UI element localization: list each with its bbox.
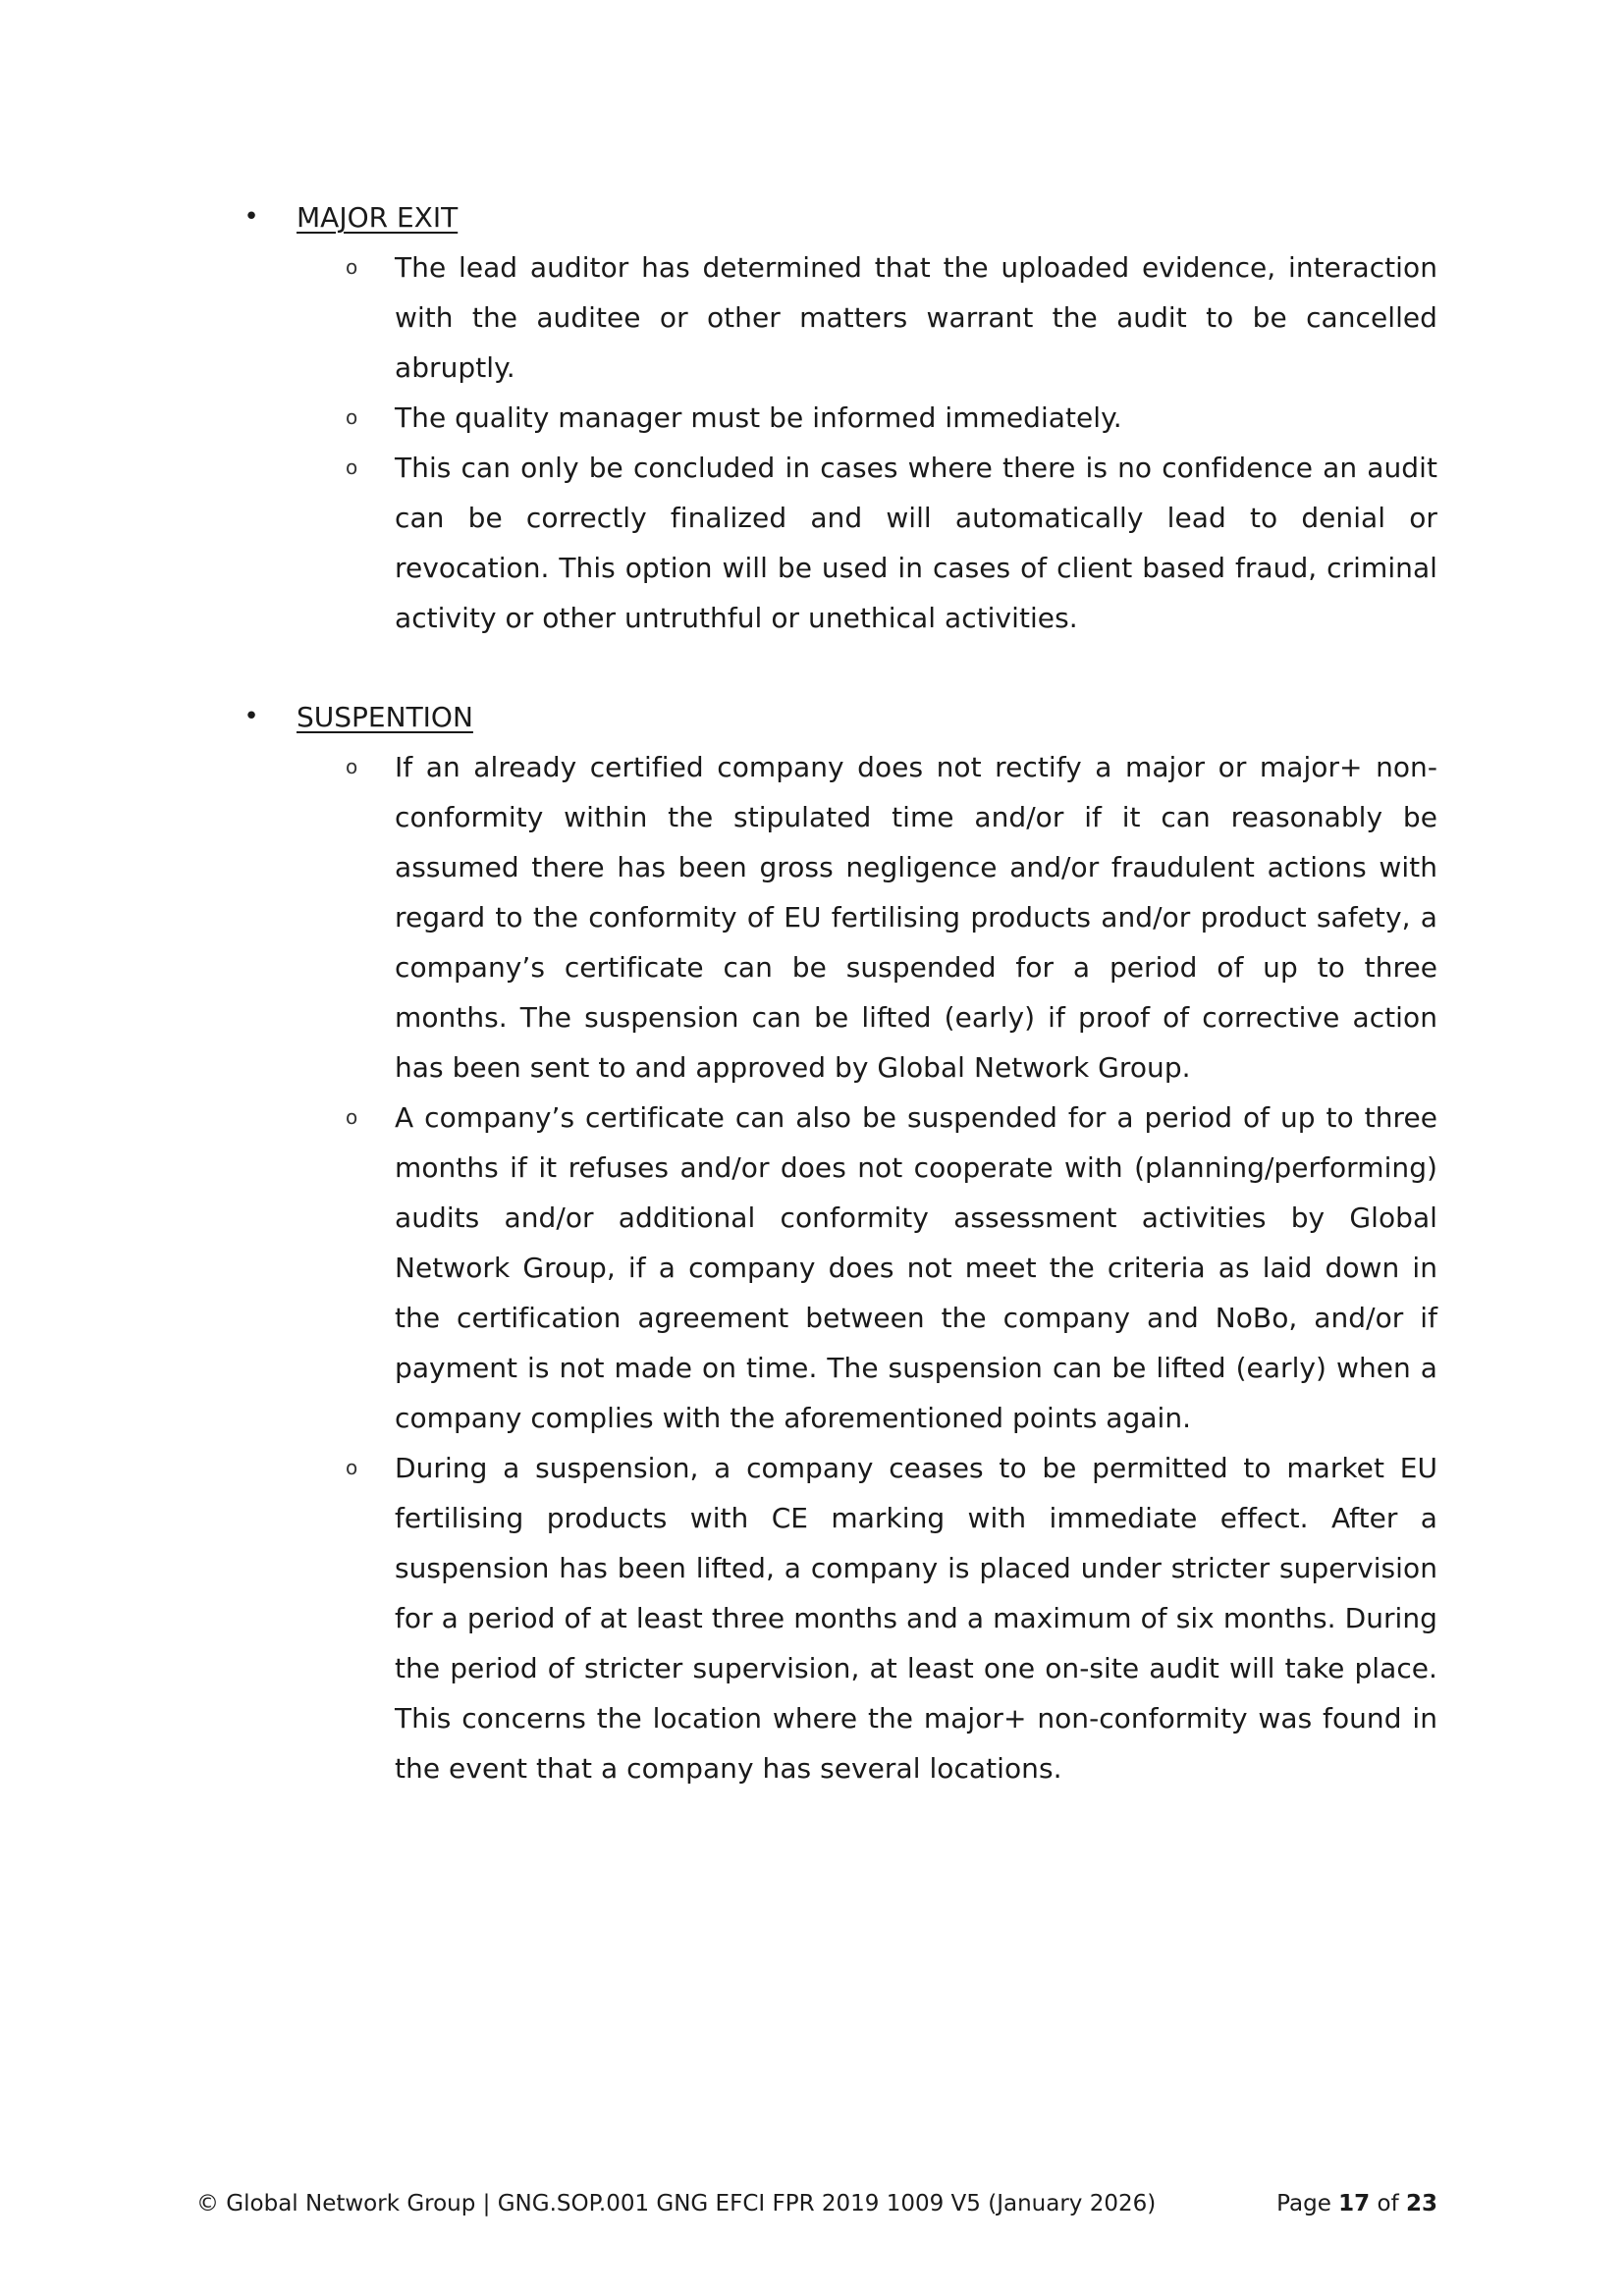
footer-copyright: © Global Network Group | GNG.SOP.001 GNG EFCI FPR 2019 1009 V5 (January 2026) [196, 2191, 1157, 2216]
list-item-text: The lead auditor has determined that the uploaded evidence, interaction with the auditee or other matters warrant the audit to be cancelled abruptly. [395, 251, 1437, 384]
list-item [0, 393, 1624, 443]
circle-bullet-icon: o [346, 255, 358, 279]
circle-bullet-icon: o [346, 1105, 358, 1129]
bullet-icon: • [244, 702, 259, 731]
section-heading: MAJOR EXIT [297, 201, 459, 234]
circle-bullet-icon: o [346, 755, 358, 778]
circle-bullet-icon: o [346, 455, 358, 479]
list-item-text: During a suspension, a company ceases to be permitted to market EU fertilising products with CE marking with immediate effect. After a suspension has been lifted, a company is placed under stricter supervision for a period of at least three months and a maximum of six months. During the period of stricter supervision, at least one on-site audit will take place. This concerns the location where the major+ non-conformity was found in the event that a company has several locations. [395, 1452, 1437, 1785]
page-footer [196, 2184, 1437, 2223]
list-item [0, 1443, 1624, 1793]
circle-bullet-icon: o [346, 405, 358, 429]
sub-list [0, 742, 1624, 1793]
total-pages: 23 [1405, 2191, 1437, 2216]
list-item-text: A company’s certificate can also be suspended for a period of up to three months if it refuses and/or does not cooperate with (planning/performing) audits and/or additional conformity assessment activities by Global Network Group, if a company does not meet the criteria as laid down in the certification agreement between the company and NoBo, and/or if payment is not made on time. The suspension can be lifted (early) when a company complies with the aforementioned points again. [395, 1101, 1437, 1434]
current-page: 17 [1338, 2191, 1371, 2216]
list-item [0, 1093, 1624, 1443]
bullet-icon: • [244, 202, 259, 232]
list-item [0, 443, 1624, 643]
circle-bullet-icon: o [346, 1456, 358, 1479]
page-label: Page [1276, 2191, 1331, 2216]
list-item [0, 742, 1624, 1093]
list-item-text: This can only be concluded in cases where there is no confidence an audit can be correctly finalized and will automatically lead to denial or revocation. This option will be used in cases of client based fraud, criminal activity or other untruthful or unethical activities. [395, 452, 1437, 634]
page-number [1276, 2184, 1437, 2223]
list-item-text: If an already certified company does not rectify a major or major+ non-conformity within the stipulated time and/or if it can reasonably be assumed there has been gross negligence and/or fraudulent actions with regard to the conformity of EU fertilising products and/or product safety, a company’s certificate can be suspended for a period of up to three months. The suspension can be lifted (early) if proof of corrective action has been sent to and approved by Global Network Group. [395, 751, 1437, 1084]
of-label: of [1377, 2191, 1399, 2216]
sub-list [0, 242, 1624, 643]
section-heading: SUSPENTION [297, 701, 473, 733]
list-item [0, 242, 1624, 393]
list-item-text: The quality manager must be informed immediately. [395, 401, 1122, 434]
